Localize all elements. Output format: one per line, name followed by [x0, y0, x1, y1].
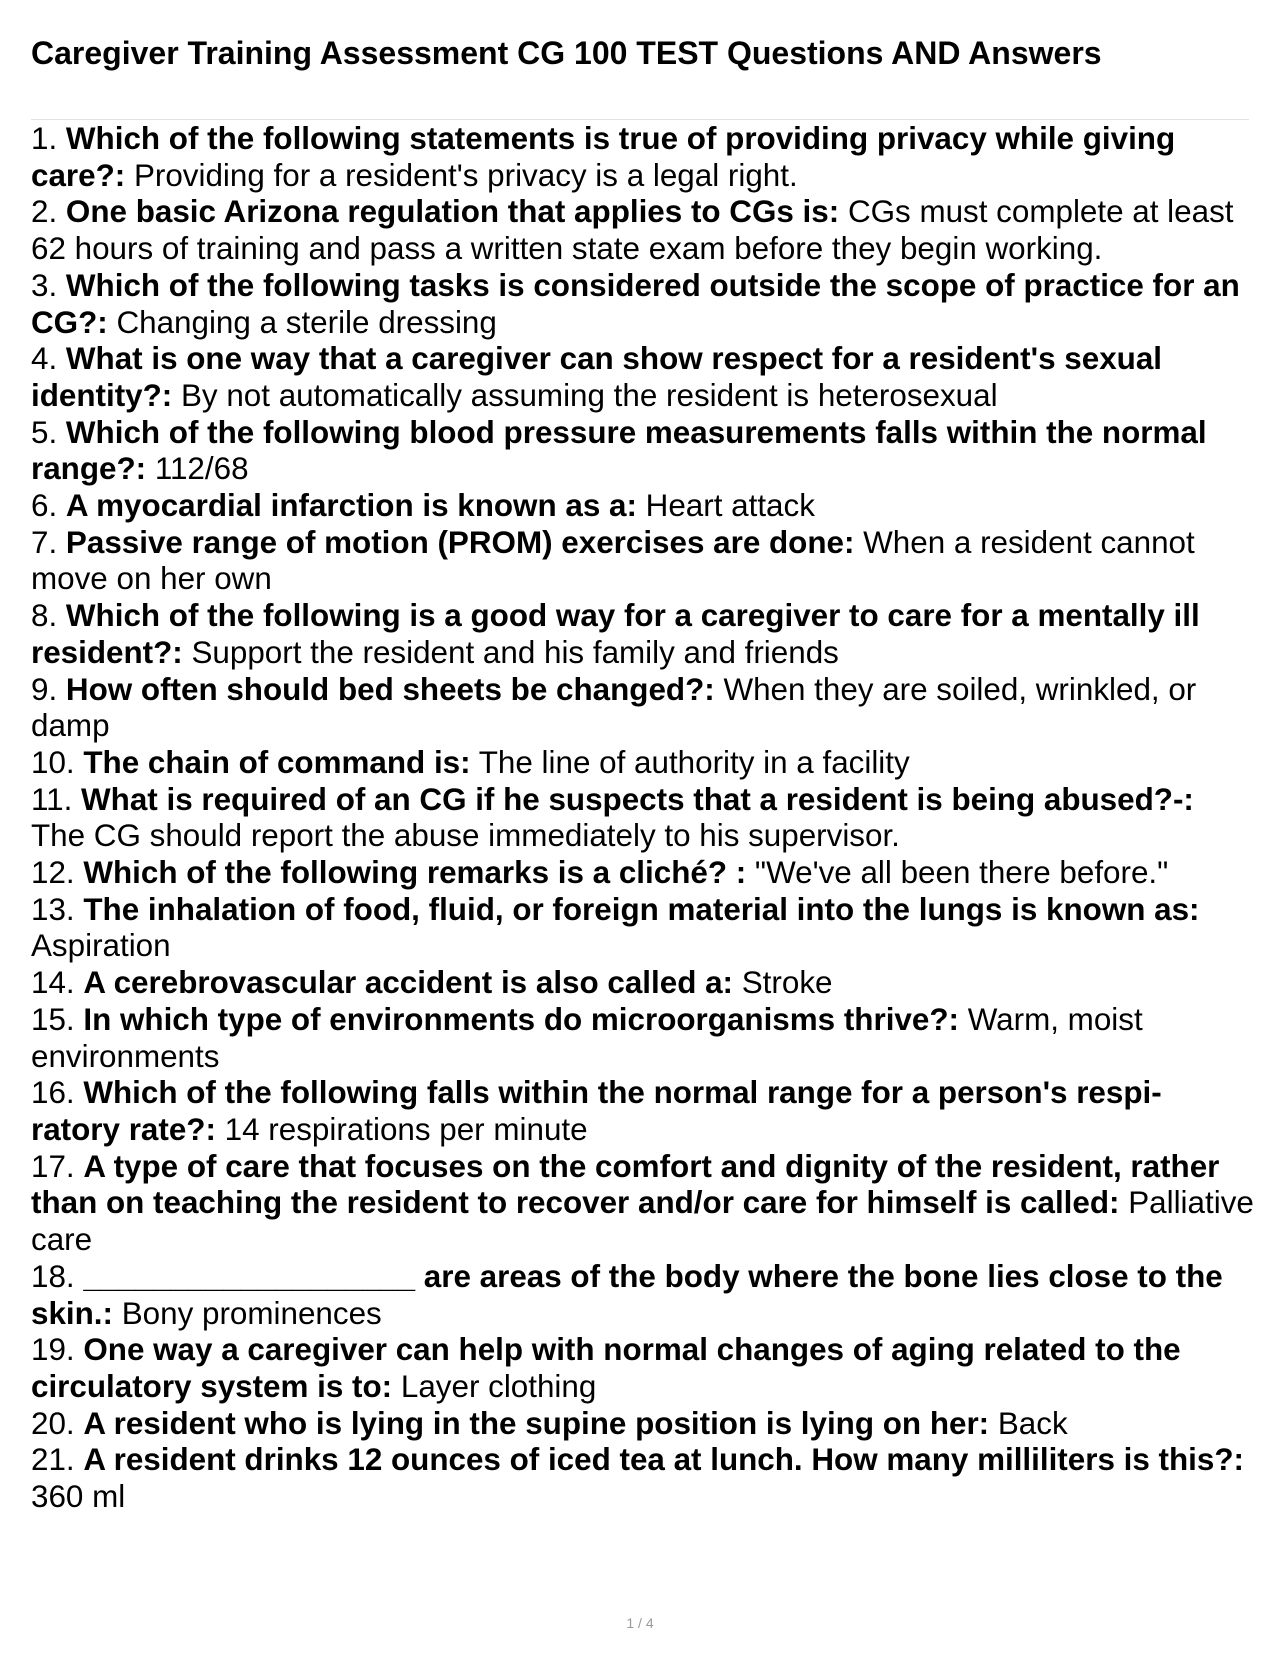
qa-answer: "We've all been there before."	[754, 855, 1169, 891]
qa-answer: Back	[997, 1405, 1068, 1441]
qa-item	[31, 341, 1256, 414]
qa-number: 19.	[31, 1332, 75, 1368]
qa-number: 7.	[31, 524, 58, 560]
qa-item	[31, 268, 1256, 341]
qa-item	[31, 194, 1256, 267]
qa-answer: Heart attack	[645, 488, 815, 524]
qa-item	[31, 745, 1256, 782]
page-indicator: 1 / 4	[626, 1615, 654, 1631]
qa-item	[31, 525, 1256, 598]
qa-item	[31, 782, 1256, 855]
qa-number: 12.	[31, 855, 75, 891]
qa-question: In which type of environments do microorganisms thrive?:	[83, 1001, 959, 1037]
qa-answer: Stroke	[741, 965, 833, 1001]
qa-question: Which of the following blood pressure measurements falls within the normal range?:	[31, 414, 1207, 487]
qa-number: 4.	[31, 341, 58, 377]
qa-answer: Changing a sterile dressing	[116, 304, 497, 340]
qa-item	[31, 598, 1256, 671]
qa-answer: Providing for a resident's privacy is a legal right.	[133, 157, 798, 193]
qa-question: The inhalation of food, fluid, or foreign material into the lungs is known as:	[83, 891, 1200, 927]
qa-answer: 360 ml	[31, 1479, 126, 1515]
qa-question: A type of care that focuses on the comfort and dignity of the resident, rather than on teaching the resident to recover and/or care for himself is called:	[31, 1148, 1220, 1221]
qa-answer: By not automatically assuming the resident is heterosexual	[180, 377, 998, 413]
qa-question: Passive range of motion (PROM) exercises are done:	[65, 524, 855, 560]
qa-item	[31, 855, 1256, 892]
qa-number: 10.	[31, 744, 75, 780]
qa-number: 8.	[31, 598, 58, 634]
qa-item	[31, 1442, 1256, 1515]
qa-item	[31, 672, 1256, 745]
qa-number: 21.	[31, 1442, 75, 1478]
qa-question: Which of the following statements is true of providing privacy while giving care?:	[31, 121, 1176, 193]
qa-answer: Palliative care	[31, 1185, 1254, 1258]
qa-item	[31, 965, 1256, 1002]
qa-item	[31, 892, 1256, 965]
qa-item	[31, 1149, 1256, 1259]
qa-answer: 112/68	[154, 451, 249, 487]
qa-number: 17.	[31, 1148, 75, 1184]
qa-number: 18.	[31, 1258, 75, 1294]
qa-number: 2.	[31, 194, 58, 230]
qa-item	[31, 1002, 1256, 1075]
qa-answer: When a resident cannot move on her own	[31, 524, 1195, 597]
qa-question: ___________________ are areas of the body where the bone lies close to the skin.:	[31, 1258, 1223, 1331]
qa-answer: When they are soiled, wrinkled, or damp	[31, 671, 1197, 744]
qa-number: 9.	[31, 671, 58, 707]
qa-question: A myocardial infarction is known as a:	[65, 488, 637, 524]
qa-question: A cerebrovascular accident is also called a:	[83, 965, 734, 1001]
qa-item	[31, 1406, 1256, 1443]
qa-question: Which of the following tasks is considered outside the scope of practice for an CG?:	[31, 267, 1240, 340]
qa-item	[31, 1332, 1256, 1405]
qa-number: 13.	[31, 891, 75, 927]
qa-answer: The line of authority in a facility	[478, 744, 910, 780]
title-divider	[31, 119, 1249, 120]
qa-question: What is required of an CG if he suspects that a resident is being abused?-:	[81, 781, 1194, 817]
qa-question: The chain of command is:	[83, 744, 471, 780]
qa-number: 5.	[31, 414, 58, 450]
qa-question: One basic Arizona regulation that applies to CGs is:	[65, 194, 840, 230]
qa-list	[31, 121, 1256, 1516]
qa-question: One way a caregiver can help with normal changes of aging related to the circulatory system is to:	[31, 1332, 1181, 1404]
qa-number: 20.	[31, 1405, 75, 1441]
qa-item	[31, 1259, 1256, 1332]
qa-item	[31, 415, 1256, 488]
document-title: Caregiver Training Assessment CG 100 TEST Questions AND Answers	[31, 35, 1102, 71]
qa-number: 11.	[31, 781, 73, 817]
qa-question: Which of the following falls within the normal range for a person's respi- ratory rate?:	[31, 1075, 1162, 1147]
qa-number: 3.	[31, 267, 58, 303]
qa-answer: Warm, moist environments	[31, 1001, 1143, 1074]
qa-answer: Aspiration	[31, 928, 171, 964]
qa-item	[31, 121, 1256, 194]
qa-number: 6.	[31, 488, 58, 524]
qa-number: 14.	[31, 965, 75, 1001]
qa-question: How often should bed sheets be changed?:	[65, 671, 715, 707]
qa-number: 16.	[31, 1075, 75, 1111]
qa-answer: Support the resident and his family and friends	[191, 634, 839, 670]
qa-question: A resident who is lying in the supine position is lying on her:	[83, 1405, 990, 1441]
qa-answer: Bony prominences	[121, 1295, 382, 1331]
qa-answer: 14 respirations per minute	[224, 1111, 588, 1147]
qa-number: 1.	[31, 121, 58, 156]
qa-item	[31, 488, 1256, 525]
qa-answer: CGs must complete at least 62 hours of training and pass a written state exam before they begin working.	[31, 194, 1234, 267]
qa-item	[31, 1075, 1256, 1148]
qa-number: 15.	[31, 1001, 75, 1037]
qa-answer: Layer clothing	[400, 1368, 597, 1404]
qa-question: A resident drinks 12 ounces of iced tea at lunch. How many milliliters is this?:	[83, 1442, 1244, 1478]
qa-answer: The CG should report the abuse immediately to his supervisor.	[31, 818, 900, 854]
qa-question: Which of the following is a good way for a caregiver to care for a mentally ill resident?:	[31, 598, 1200, 670]
qa-question: Which of the following remarks is a cliché? :	[83, 855, 747, 891]
qa-question: What is one way that a caregiver can show respect for a resident's sexual identity?:	[31, 341, 1163, 413]
